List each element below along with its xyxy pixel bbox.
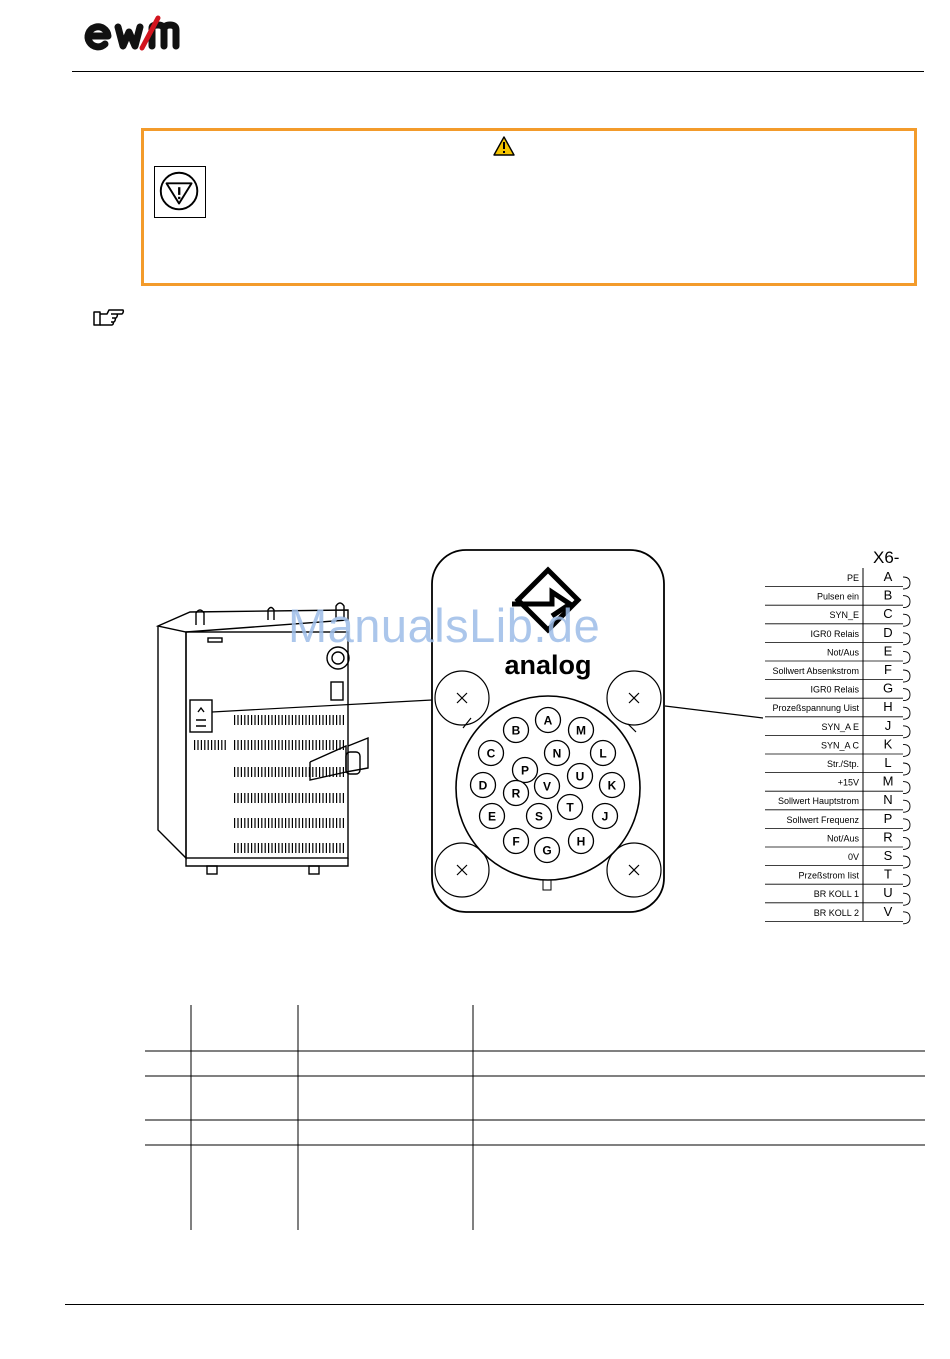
pin-terminal [903,763,910,775]
pin-terminal [903,633,910,645]
pin-letter: L [884,755,892,770]
pin-terminal [903,800,910,812]
pin-terminal [903,596,910,608]
pin-row [765,736,910,756]
connector-pin-label: M [576,723,586,738]
pin-letter: P [883,810,893,826]
connector-pin-label: D [478,778,488,793]
pin-function-label: BR KOLL 1 [813,889,859,900]
pin-function-label: SYN_A E [821,721,859,732]
pin-function-label: Przeßstrom Iist [798,870,859,881]
pin-row [765,699,910,719]
pin-function-label: Sollwert Hauptstrom [777,796,859,807]
pin-letter: F [884,662,892,677]
pin-terminal [903,670,910,682]
pin-letter: V [883,903,893,919]
pin-function-label: Str./Stp. [826,759,859,769]
pin-row [765,867,910,887]
pin-row [765,755,910,775]
pin-letter: J [884,717,892,733]
pin-terminal [903,837,910,849]
pin-function-label: IGR0 Relais [810,684,859,695]
pin-function-label: +15V [837,777,859,788]
pin-function-label: SYN_E [829,610,859,621]
connector-pin-label: C [486,746,496,761]
pin-letter: H [883,699,893,715]
connector-pin-label: J [601,809,609,824]
header-rule [72,71,924,72]
pin-letter: T [884,866,892,882]
pin-row [765,606,910,626]
connector-pin-label: F [512,834,520,849]
pin-function-label: Not/Aus [826,833,859,844]
connector-title: X6- [873,548,900,567]
pin-terminal [903,744,910,756]
pin-terminal [903,689,910,701]
connector-pin-label: U [575,769,585,784]
pin-letter: D [883,624,893,640]
pin-terminal [903,875,910,887]
connector-pin-label: S [534,809,544,824]
pin-letter: N [883,792,893,808]
vent-grilles [194,720,344,848]
pin-row [765,904,910,924]
pin-letter: C [883,606,893,622]
connector-pin-label: V [542,779,552,794]
connector-pin-label: P [520,763,530,778]
connector-pin-label: A [543,713,553,728]
pin-function-label: IGR0 Relais [810,628,859,639]
pin-terminal [903,912,910,924]
pin-function-label: 0V [847,852,859,862]
connector-pin-label: N [552,746,562,761]
pin-terminal [903,726,910,738]
pin-row [765,588,910,608]
pin-terminal [903,577,910,589]
pin-row [765,625,910,645]
pin-function-label: Prozeßspannung Uist [772,703,859,714]
info-table [145,1005,925,1230]
pin-row [765,662,910,682]
pin-row [765,681,910,701]
pin-terminal [903,782,910,794]
pin-function-label: Sollwert Frequenz [786,814,859,825]
pin-row [765,774,910,794]
footer-rule [65,1304,924,1305]
pin-function-label: PE [846,573,859,583]
pin-letter: R [883,829,893,845]
pin-letter: G [882,680,894,696]
connector-pin-label: L [599,746,607,761]
pin-letter: S [883,848,893,863]
pin-function-label: BR KOLL 2 [813,907,859,918]
pin-terminal [903,707,910,719]
connector-pin-label: R [511,786,521,801]
pin-terminal [903,819,910,831]
warning-triangle-icon [493,136,515,156]
pin-terminal [903,893,910,905]
pin-letter: K [883,736,893,752]
connector-pin-label: G [542,843,552,858]
pin-function-label: Sollwert Absenkstrom [772,666,859,676]
connector-pin-label: K [607,778,617,793]
pin-row [765,643,910,663]
pin-function-label: SYN_A C [820,740,859,751]
pin-row [765,569,910,589]
pin-row [765,829,910,849]
hazard-symbol-icon [154,166,206,218]
pin-letter: E [883,643,893,659]
analog-label: analog [504,650,592,680]
pin-function-label: Not/Aus [826,647,859,658]
pin-row [765,792,910,812]
pin-row [765,848,910,868]
ewm-logo [82,14,212,54]
pin-row [765,811,910,831]
pin-terminal [903,856,910,868]
connector-pin-label: T [566,800,574,815]
warning-box [141,128,917,286]
pin-letter: A [883,569,893,584]
pin-assignment-table [763,543,933,933]
connector-pin-label: E [487,809,497,824]
pin-terminal [903,614,910,626]
pin-row [765,718,910,738]
pointing-hand-icon [93,307,125,329]
watermark-text: ManualsLib.de [288,599,601,652]
pin-terminal [903,651,910,663]
connector-pin-label: B [511,723,521,738]
pin-function-label: Pulsen ein [816,591,859,602]
pin-row [765,885,910,905]
pin-letter: U [883,885,893,901]
connector-pin-label: H [576,834,586,849]
pin-letter: B [883,587,893,603]
pin-letter: M [882,773,894,789]
